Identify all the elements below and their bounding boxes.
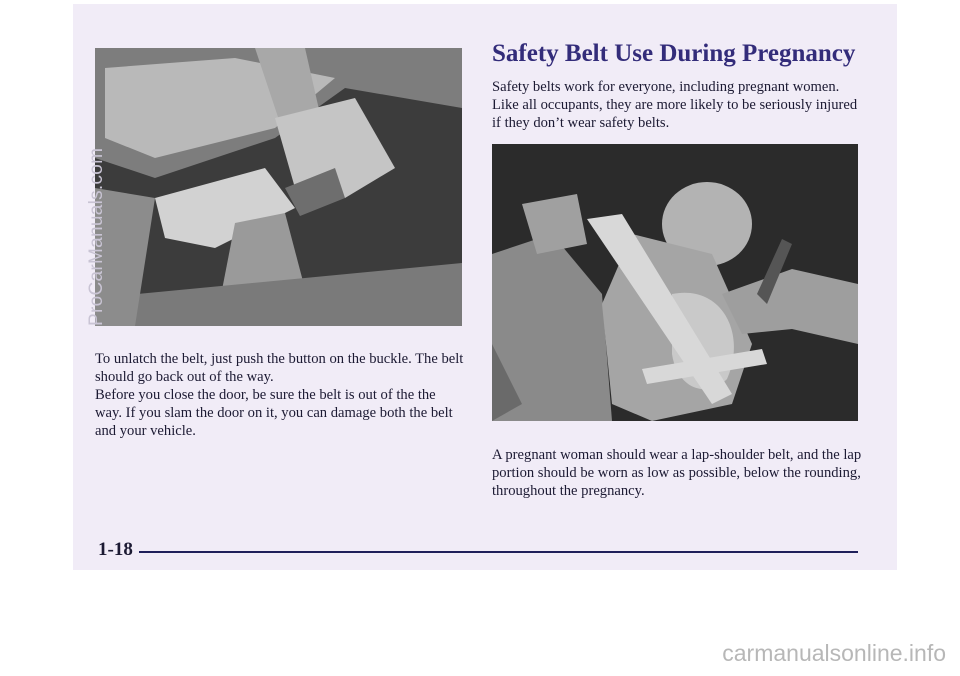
footer-rule: [139, 551, 858, 553]
intro-paragraph: Safety belts work for everyone, including pregnant women. Like all occupants, they are more likely to be seriously injured if they don’t wear safety belts.: [492, 79, 858, 131]
page-number: 1-18: [98, 539, 133, 560]
side-watermark: ProCarManuals.com: [86, 147, 107, 326]
unlatch-paragraph: To unlatch the belt, just push the button on the buckle. The belt should go back out of the way.: [95, 351, 464, 385]
bottom-watermark: carmanualsonline.info: [722, 640, 946, 666]
pregnant-woman-seatbelt-illustration: [492, 144, 858, 421]
buckle-unlatch-photo: [95, 48, 462, 326]
page-title: Safety Belt Use During Pregnancy: [492, 40, 856, 67]
figure-caption: A pregnant woman should wear a lap-shoulder belt, and the lap portion should be worn as low as possible, below the rounding, throughout the pregnancy.: [492, 447, 862, 499]
door-paragraph: Before you close the door, be sure the belt is out of the the way. If you slam the door on it, you can damage both the belt and your vehicle.: [95, 387, 453, 439]
